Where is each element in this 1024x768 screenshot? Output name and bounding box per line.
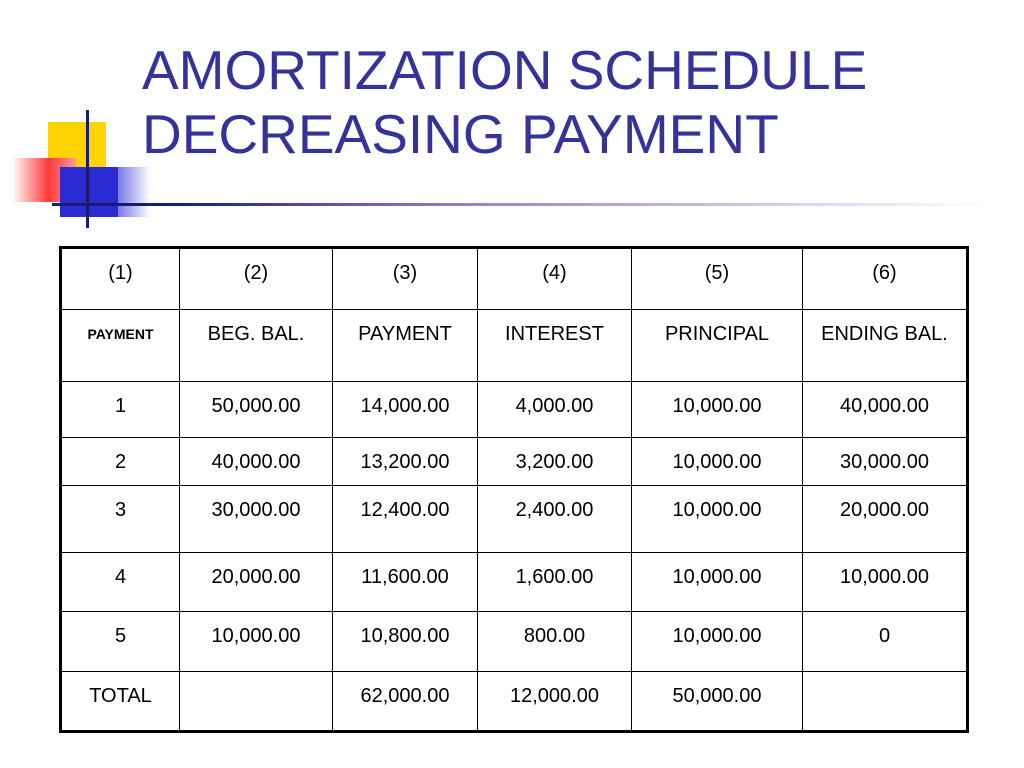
table-cell: 2,400.00	[478, 486, 632, 553]
table-cell: 10,000.00	[632, 438, 803, 486]
table-cell: 0	[803, 612, 968, 672]
column-header: BEG. BAL.	[180, 310, 333, 382]
table-cell: 14,000.00	[333, 382, 478, 438]
title-line-2: DECREASING PAYMENT	[142, 103, 779, 165]
table-cell: 10,000.00	[803, 553, 968, 612]
table-cell: 1	[61, 382, 180, 438]
table-cell: 40,000.00	[803, 382, 968, 438]
table-row	[61, 486, 968, 553]
column-number: (1)	[61, 248, 180, 310]
table-cell: 40,000.00	[180, 438, 333, 486]
table-row	[61, 612, 968, 672]
table-cell: 10,000.00	[632, 553, 803, 612]
table-cell: 12,400.00	[333, 486, 478, 553]
column-header: ENDING BAL.	[803, 310, 968, 382]
table-cell: 13,200.00	[333, 438, 478, 486]
column-number: (4)	[478, 248, 632, 310]
table-cell: 3,200.00	[478, 438, 632, 486]
column-header: INTEREST	[478, 310, 632, 382]
column-number: (6)	[803, 248, 968, 310]
total-cell	[803, 672, 968, 732]
table-row	[61, 382, 968, 438]
title-line-1: AMORTIZATION SCHEDULE	[142, 39, 868, 101]
total-cell	[180, 672, 333, 732]
horizontal-rule	[52, 203, 987, 206]
total-cell: 50,000.00	[632, 672, 803, 732]
table-cell: 10,000.00	[180, 612, 333, 672]
table-cell: 4	[61, 553, 180, 612]
total-cell: 12,000.00	[478, 672, 632, 732]
vertical-rule	[86, 110, 89, 228]
table-cell: 5	[61, 612, 180, 672]
table-cell: 3	[61, 486, 180, 553]
column-number: (2)	[180, 248, 333, 310]
header-row	[61, 310, 968, 382]
column-number-row	[61, 248, 968, 310]
table-cell: 30,000.00	[180, 486, 333, 553]
table-cell: 10,800.00	[333, 612, 478, 672]
table-cell: 11,600.00	[333, 553, 478, 612]
table-cell: 10,000.00	[632, 612, 803, 672]
table-cell: 20,000.00	[803, 486, 968, 553]
table-cell: 20,000.00	[180, 553, 333, 612]
table-cell: 10,000.00	[632, 486, 803, 553]
total-row	[61, 672, 968, 732]
slide-title	[142, 38, 982, 166]
table-row	[61, 438, 968, 486]
table-cell: 800.00	[478, 612, 632, 672]
column-header: PAYMENT	[61, 310, 180, 382]
table-cell: 10,000.00	[632, 382, 803, 438]
blue-fade-ornament	[100, 167, 150, 217]
total-cell: 62,000.00	[333, 672, 478, 732]
amortization-table	[59, 246, 969, 733]
column-number: (3)	[333, 248, 478, 310]
table-row	[61, 553, 968, 612]
column-header: PAYMENT	[333, 310, 478, 382]
column-number: (5)	[632, 248, 803, 310]
total-label: TOTAL	[61, 672, 180, 732]
column-header: PRINCIPAL	[632, 310, 803, 382]
table-cell: 2	[61, 438, 180, 486]
table-cell: 1,600.00	[478, 553, 632, 612]
table-cell: 30,000.00	[803, 438, 968, 486]
table-cell: 50,000.00	[180, 382, 333, 438]
table-cell: 4,000.00	[478, 382, 632, 438]
